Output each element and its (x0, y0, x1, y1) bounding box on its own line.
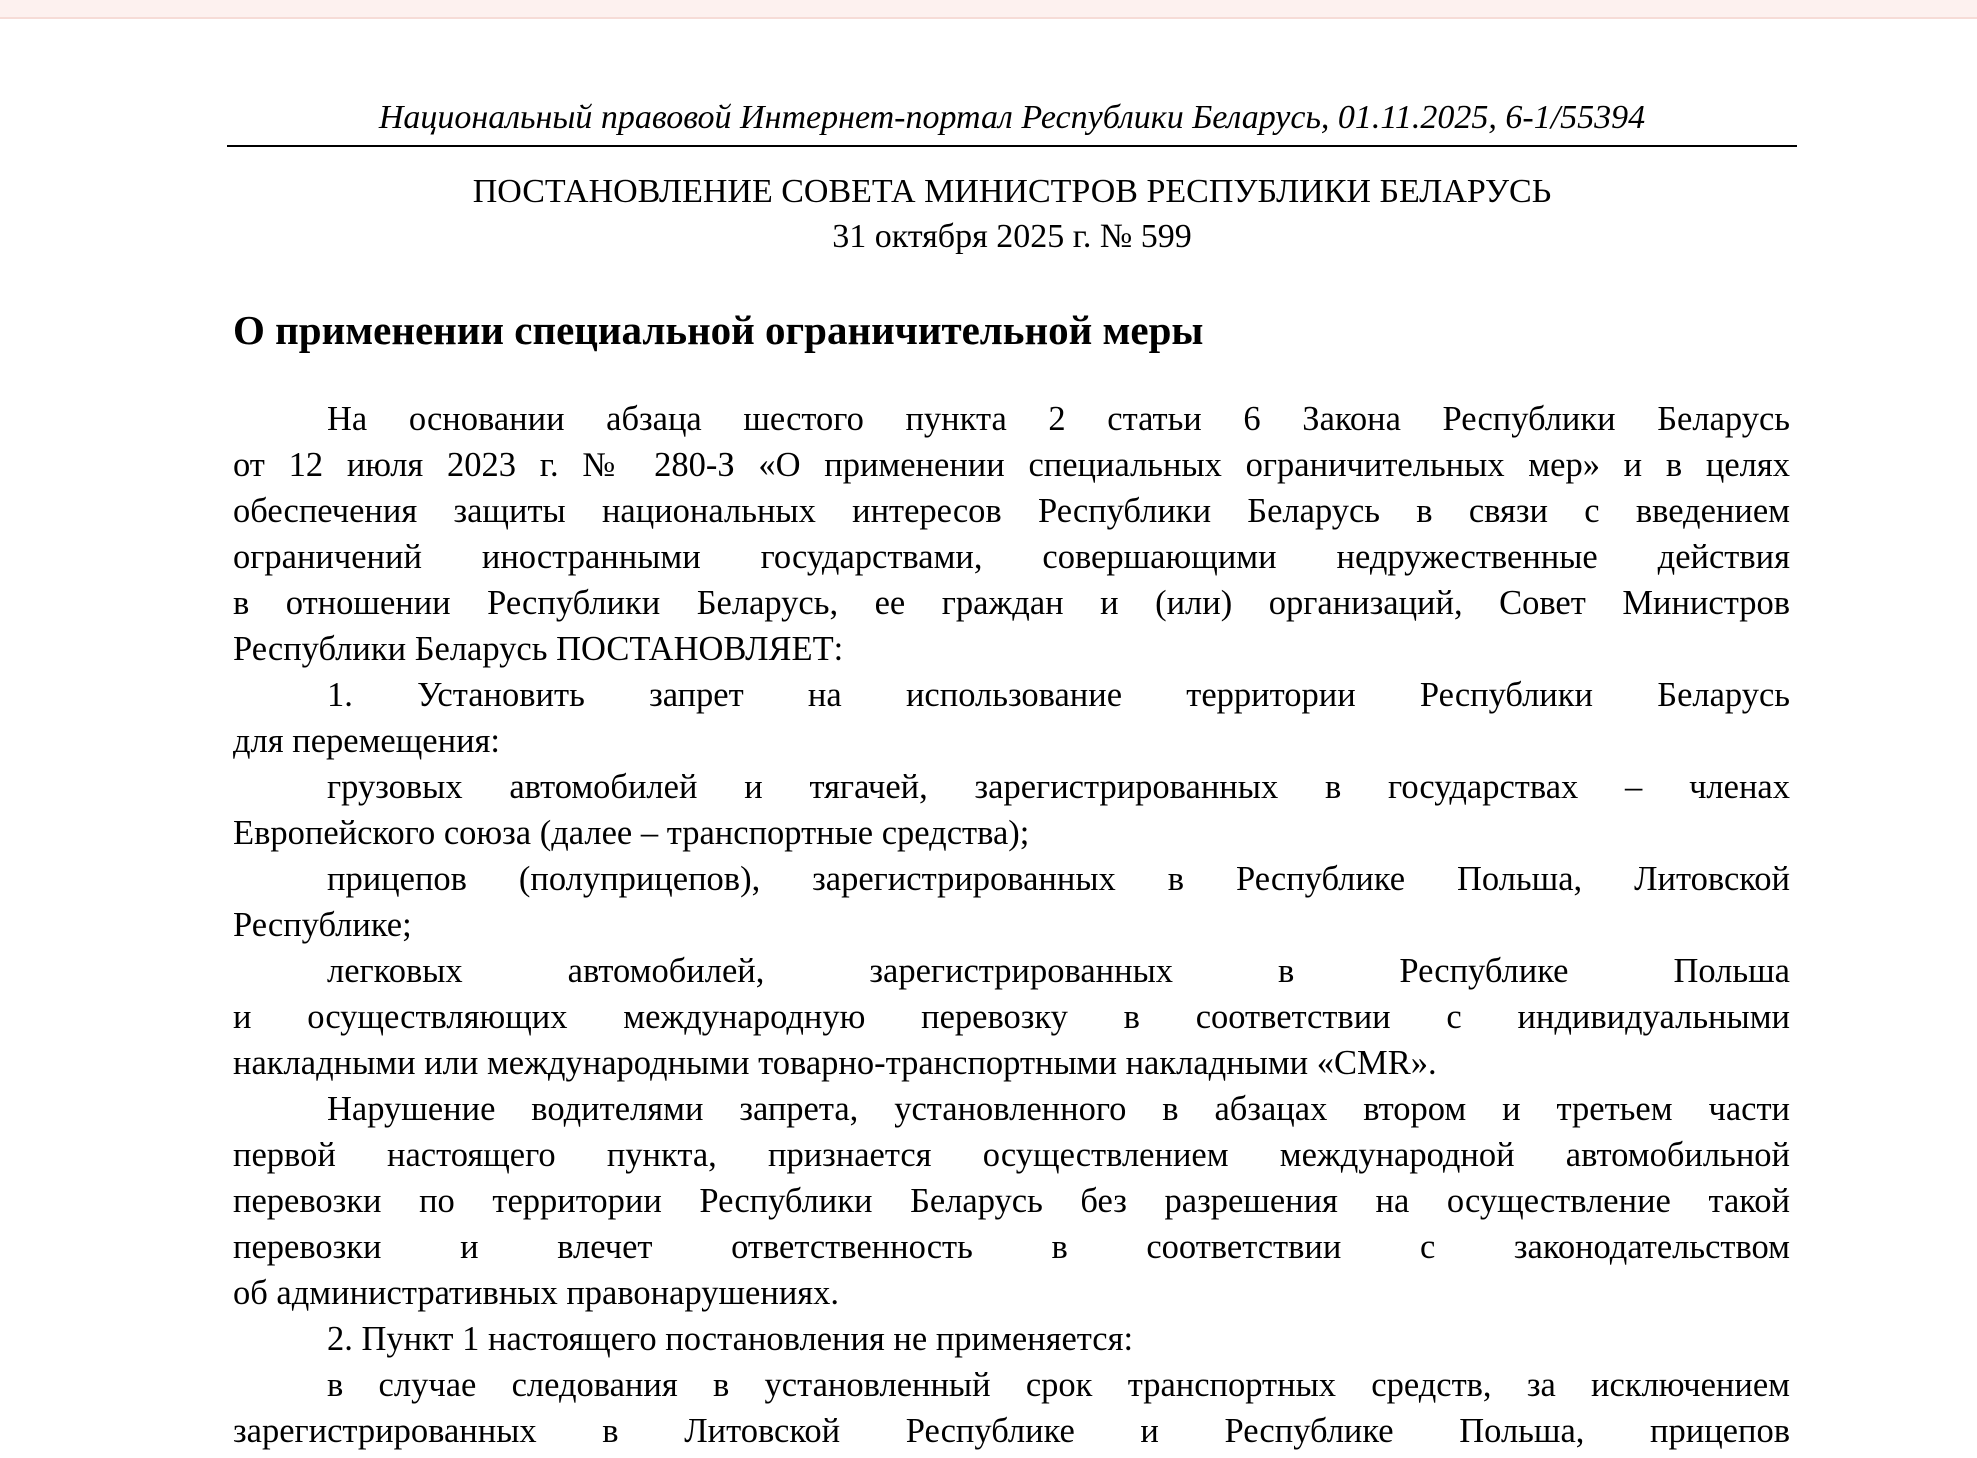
text-line: в отношении Республики Беларусь, ее граждан и (или) организаций, Совет Министров (233, 584, 1790, 622)
text-line: об административных правонарушениях. (233, 1274, 840, 1312)
paragraph (233, 396, 1790, 672)
text-line: перевозки по территории Республики Беларусь без разрешения на осуществление такой (233, 1182, 1790, 1220)
text-line: На основании абзаца шестого пункта 2 статьи 6 Закона Республики Беларусь (327, 400, 1790, 438)
document-type: ПОСТАНОВЛЕНИЕ СОВЕТА МИНИСТРОВ РЕСПУБЛИКИ БЕЛАРУСЬ (472, 173, 1552, 210)
text-line: для перемещения: (233, 722, 501, 760)
paragraph (233, 948, 1790, 1086)
paragraph (233, 1316, 1790, 1362)
text-line: ограничений иностранными государствами, совершающими недружественные действия (233, 538, 1790, 576)
text-line: зарегистрированных в Литовской Республике и Республике Польша, прицепов (233, 1412, 1790, 1450)
text-line: от 12 июля 2023 г. № 280-З «О применении специальных ограничительных мер» и в целях (233, 446, 1790, 484)
text-line: первой настоящего пункта, признается осуществлением международной автомобильной (233, 1136, 1790, 1174)
text-line: Республики Беларусь ПОСТАНОВЛЯЕТ: (233, 630, 844, 668)
text-line: Нарушение водителями запрета, установленного в абзацах втором и третьем части (327, 1090, 1790, 1128)
paragraph (233, 856, 1790, 948)
header-divider (227, 145, 1797, 147)
text-line: Республике; (233, 906, 412, 944)
portal-header: Национальный правовой Интернет-портал Республики Беларусь, 01.11.2025, 6-1/55394 (378, 99, 1646, 136)
text-line: легковых автомобилей, зарегистрированных в Республике Польша (327, 952, 1790, 990)
paragraph (233, 672, 1790, 764)
text-line: накладными или международными товарно-транспортными накладными «CMR». (233, 1044, 1437, 1082)
document-body (233, 396, 1790, 1454)
text-line: в случае следования в установленный срок транспортных средств, за исключением (327, 1366, 1790, 1404)
text-line: Европейского союза (далее – транспортные средства); (233, 814, 1030, 852)
text-line: 1. Установить запрет на использование территории Республики Беларусь (327, 676, 1790, 714)
paragraph (233, 1362, 1790, 1454)
text-line: перевозки и влечет ответственность в соответствии с законодательством (233, 1228, 1790, 1266)
text-line: 2. Пункт 1 настоящего постановления не применяется: (327, 1320, 1134, 1358)
text-line: грузовых автомобилей и тягачей, зарегистрированных в государствах – членах (327, 768, 1790, 806)
text-line: и осуществляющих международную перевозку в соответствии с индивидуальными (233, 998, 1790, 1036)
paragraph (233, 764, 1790, 856)
text-line: обеспечения защиты национальных интересов Республики Беларусь в связи с введением (233, 492, 1790, 530)
document-title: О применении специальной ограничительной меры (233, 307, 1204, 353)
text-line: прицепов (полуприцепов), зарегистрированных в Республике Польша, Литовской (327, 860, 1790, 898)
browser-top-bar (0, 0, 1977, 19)
document-date-number: 31 октября 2025 г. № 599 (832, 218, 1192, 255)
paragraph (233, 1086, 1790, 1316)
